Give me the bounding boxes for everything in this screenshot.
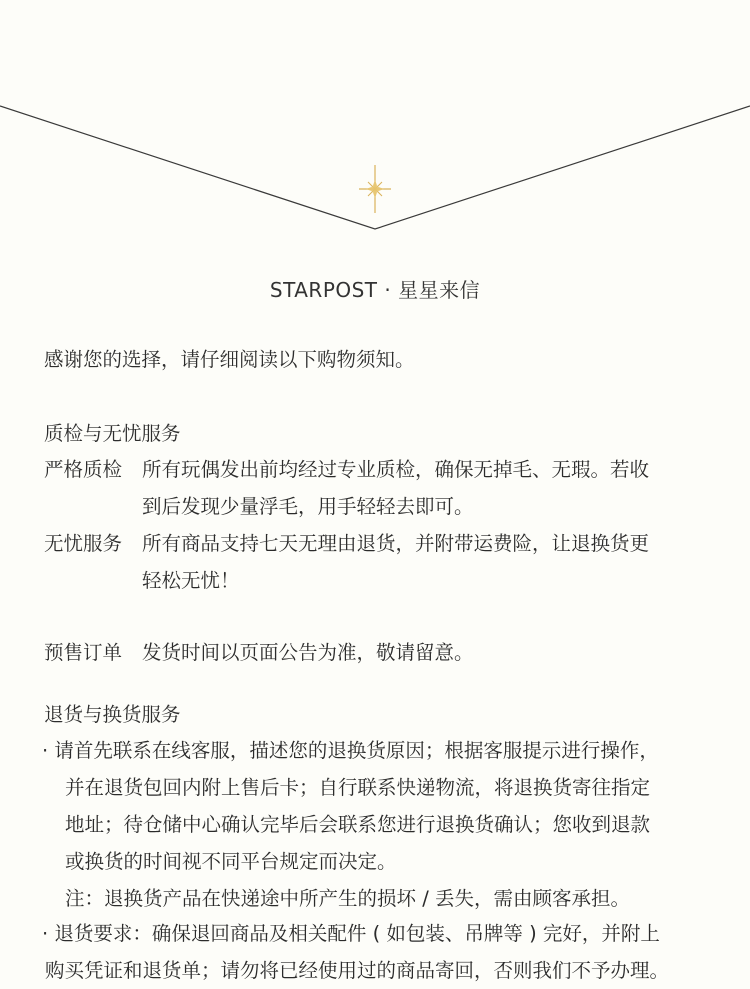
presale-row — [44, 634, 474, 671]
returns-heading: 退货与换货服务 — [44, 703, 181, 726]
intro-text: 感谢您的选择，请仔细阅读以下购物须知。 — [44, 348, 415, 371]
return-note: 注：退换货产品在快递途中所产生的损坏 / 丢失，需由顾客承担。 — [65, 887, 630, 910]
return-step-item-cont: 并在退货包回内附上售后卡；自行联系快递物流，将退换货寄往指定 — [65, 776, 651, 799]
worry-free-text: 所有商品支持七天无理由退货，并附带运费险，让退换货更 — [142, 532, 650, 555]
strict-quality-label: 严格质检 — [44, 458, 123, 481]
return-step-item-cont: 地址；待仓储中心确认完毕后会联系您进行退换货确认；您收到退款 — [65, 813, 651, 836]
envelope-flap-graphic — [0, 0, 750, 240]
worry-free-label: 无忧服务 — [44, 532, 123, 555]
quality-heading: 质检与无忧服务 — [44, 422, 181, 445]
return-step-item-cont: 或换货的时间视不同平台规定而决定。 — [65, 850, 397, 873]
strict-quality-row — [44, 451, 649, 488]
presale-text: 发货时间以页面公告为准，敬请留意。 — [142, 641, 474, 664]
strict-quality-text-cont: 到后发现少量浮毛，用手轻轻去即可。 — [142, 495, 474, 518]
sparkle-star-icon — [359, 165, 391, 213]
return-requirement-item-cont: 购买凭证和退货单；请勿将已经使用过的商品寄回，否则我们不予办理。 — [45, 959, 670, 982]
worry-free-text-cont: 轻松无忧！ — [142, 569, 240, 592]
return-requirement-item: · 退货要求：确保退回商品及相关配件 ( 如包装、吊牌等 ) 完好，并附上 — [42, 922, 660, 945]
strict-quality-text: 所有玩偶发出前均经过专业质检，确保无掉毛、无瑕。若收 — [142, 458, 650, 481]
worry-free-row — [44, 525, 649, 562]
return-step-item: · 请首先联系在线客服，描述您的退换货原因；根据客服提示进行操作， — [42, 739, 659, 762]
brand-title: STARPOST · 星星来信 — [269, 278, 481, 302]
presale-label: 预售订单 — [44, 641, 123, 664]
